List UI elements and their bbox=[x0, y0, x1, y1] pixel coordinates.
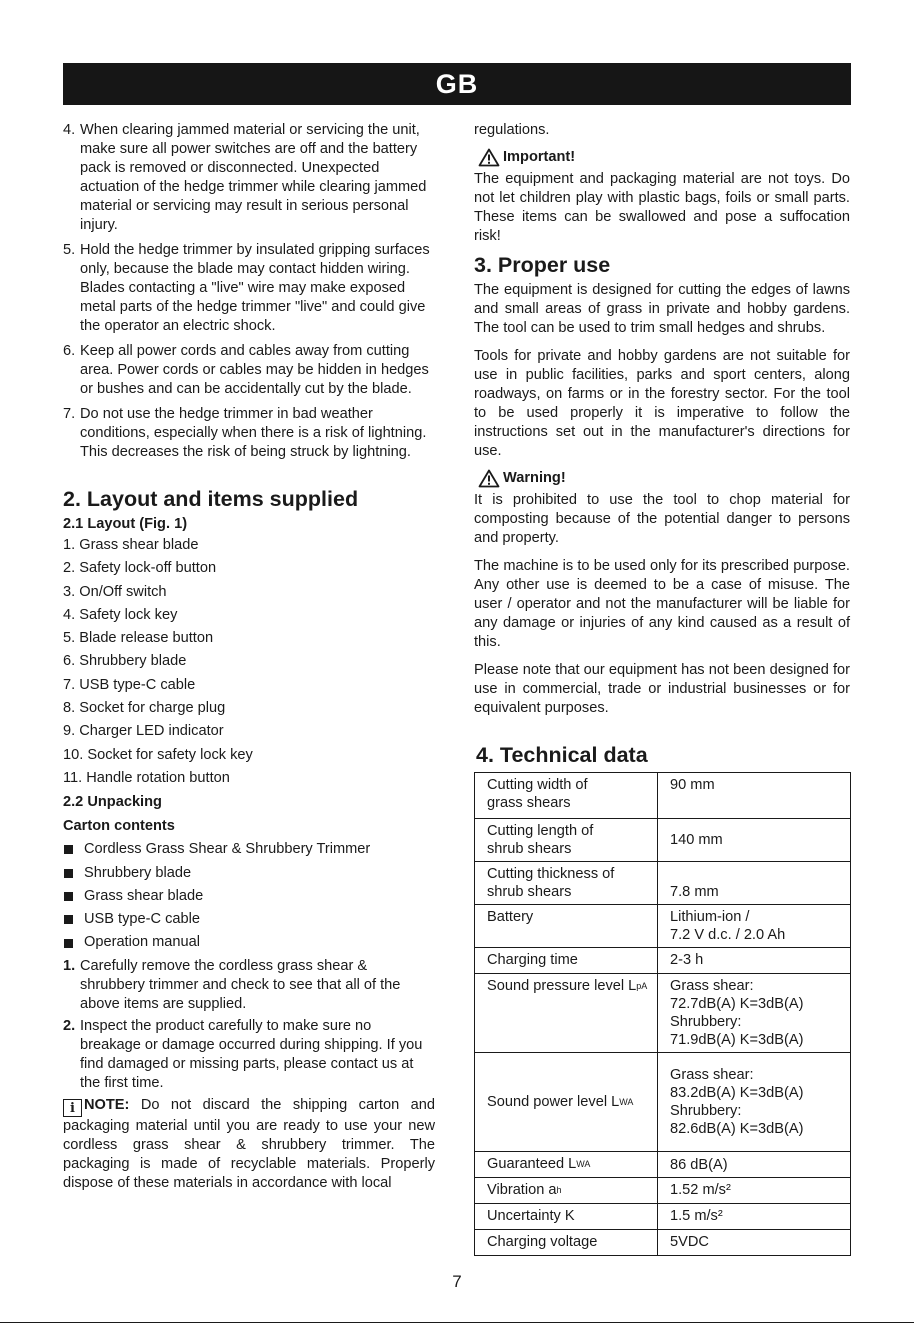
safety-list bbox=[63, 121, 435, 462]
left-column bbox=[63, 121, 435, 1199]
language-header bbox=[63, 63, 851, 105]
safety-item bbox=[63, 121, 435, 235]
section-4-title: 4. Technical data bbox=[476, 743, 648, 767]
spec-value: 1.52 m/s² bbox=[658, 1178, 851, 1204]
section-3-title: 3. Proper use bbox=[474, 253, 611, 277]
spec-label: Cutting width of grass shears bbox=[475, 773, 658, 819]
carton-list bbox=[63, 838, 435, 954]
page-bottom-divider bbox=[0, 1322, 914, 1323]
table-row bbox=[475, 1152, 851, 1178]
item-number: 4. bbox=[63, 122, 76, 138]
spec-label: Charging time bbox=[475, 948, 658, 974]
square-bullet-icon bbox=[64, 845, 73, 854]
spec-label: Cutting length of shrub shears bbox=[475, 819, 658, 862]
spec-label: Guaranteed $L_{WA}$ bbox=[475, 1152, 658, 1178]
table-row bbox=[475, 1053, 851, 1152]
warning-triangle-icon bbox=[478, 148, 500, 167]
note-text: Do not discard the shipping carton and packaging material until you are ready to use your new cordless grass shear & shrubbery trimmer. The packaging is made of recyclable materials. Properly dispose of these materials in accordance with local bbox=[63, 1096, 435, 1191]
spec-label: Vibration $a_h$ bbox=[475, 1178, 658, 1204]
carton-item: Cordless Grass Shear & Shrubbery Trimmer bbox=[63, 838, 435, 861]
layout-item: 6. Shrubbery blade bbox=[63, 653, 187, 670]
table-row bbox=[475, 905, 851, 948]
square-bullet-icon bbox=[64, 939, 73, 948]
important-text: The equipment and packaging material are not toys. Do not let children play with plastic bags, foils or small parts. These items can be swallowed and pose a suffocation risk! bbox=[474, 171, 850, 244]
right-column bbox=[474, 121, 850, 1256]
layout-item: 3. On/Off switch bbox=[63, 583, 167, 600]
unpacking-heading: 2.2 Unpacking bbox=[63, 794, 162, 811]
continuation-text: regulations. bbox=[474, 122, 550, 138]
unpacking-step: 2. Inspect the product carefully to make sure no breakage or damage occurred during shipping. If you find damaged or missing parts, please contact us at the first time. bbox=[63, 1017, 423, 1091]
item-text: Do not use the hedge trimmer in bad weather conditions, especially when there is a risk of lightning. This decreases the risk of being struck by lightning. bbox=[80, 406, 427, 460]
table-row bbox=[475, 862, 851, 905]
spec-label: Uncertainty K bbox=[475, 1204, 658, 1230]
layout-item: 8. Socket for charge plug bbox=[63, 700, 226, 717]
carton-item: Shrubbery blade bbox=[63, 862, 435, 885]
spec-value: Lithium-ion / 7.2 V d.c. / 2.0 Ah bbox=[658, 905, 851, 948]
section-2-title: 2. Layout and items supplied bbox=[63, 487, 359, 511]
item-number: 6. bbox=[63, 343, 76, 359]
spec-label: Sound pressure level $L_{pA}$ bbox=[475, 974, 658, 1053]
spec-value: 1.5 m/s² bbox=[658, 1204, 851, 1230]
warning-heading: Warning! bbox=[478, 467, 850, 489]
proper-use-paragraph: Tools for private and hobby gardens are not suitable for use in public facilities, parks and sport centers, along roadways, on farms or in the forestry sector. For the tool to be used properly it is imperative to follow the instructions set out in the manufacturer's directions for use. bbox=[474, 348, 850, 459]
unpacking-steps bbox=[63, 957, 435, 1093]
language-code: GB bbox=[435, 69, 479, 99]
safety-item bbox=[63, 342, 435, 399]
layout-list bbox=[63, 534, 435, 790]
table-row bbox=[475, 1178, 851, 1204]
spec-value: 140 mm bbox=[658, 819, 851, 862]
note-paragraph bbox=[63, 1096, 435, 1193]
square-bullet-icon bbox=[64, 892, 73, 901]
layout-item: 11. Handle rotation button bbox=[63, 769, 230, 786]
spec-value: 86 dB(A) bbox=[658, 1152, 851, 1178]
spec-value: Grass shear: 72.7dB(A) K=3dB(A) Shrubbery: 71.9dB(A) K=3dB(A) bbox=[658, 974, 851, 1053]
safety-item bbox=[63, 405, 435, 462]
spec-value: 2-3 h bbox=[658, 948, 851, 974]
safety-item bbox=[63, 241, 435, 336]
item-text: Keep all power cords and cables away from cutting area. Power cords or cables may be hidden in hedges or bushes and can be accidentally cut by the blade. bbox=[80, 343, 429, 397]
item-text: When clearing jammed material or servicing the unit, make sure all power switches are off and the battery pack is removed or disconnected. Unexpected actuation of the hedge trimmer while clearing jammed material or servicing may result in serious personal injury. bbox=[80, 122, 427, 233]
layout-item: 10. Socket for safety lock key bbox=[63, 746, 253, 763]
spec-value: 7.8 mm bbox=[658, 862, 851, 905]
table-row bbox=[475, 819, 851, 862]
spec-value: 5VDC bbox=[658, 1230, 851, 1256]
carton-item: Grass shear blade bbox=[63, 885, 435, 908]
square-bullet-icon bbox=[64, 915, 73, 924]
item-number: 7. bbox=[63, 406, 76, 422]
page-number: 7 bbox=[452, 1272, 462, 1291]
item-text: Hold the hedge trimmer by insulated gripping surfaces only, because the blade may contact hidden wiring. Blades contacting a "live" wire may make exposed metal parts of the hedge trimmer "live" and could give the operator an electric shock. bbox=[80, 242, 430, 334]
spec-label: Charging voltage bbox=[475, 1230, 658, 1256]
spec-value: Grass shear: 83.2dB(A) K=3dB(A) Shrubbery: 82.6dB(A) K=3dB(A) bbox=[658, 1053, 851, 1152]
layout-item: 5. Blade release button bbox=[63, 630, 214, 647]
square-bullet-icon bbox=[64, 869, 73, 878]
warning-triangle-icon bbox=[478, 469, 500, 488]
spec-value: 90 mm bbox=[658, 773, 851, 819]
note-label: NOTE: bbox=[84, 1096, 130, 1113]
layout-item: 7. USB type-C cable bbox=[63, 676, 196, 693]
proper-use-paragraph: The equipment is designed for cutting the edges of lawns and small areas of grass in private and hobby gardens. The tool can be used to trim small hedges and shrubs. bbox=[474, 282, 850, 336]
table-row bbox=[475, 1230, 851, 1256]
spec-label: Sound power level $L_{WA}$ bbox=[475, 1053, 658, 1152]
spec-label: Cutting thickness of shrub shears bbox=[475, 862, 658, 905]
table-row bbox=[475, 974, 851, 1053]
layout-heading: 2.1 Layout (Fig. 1) bbox=[63, 516, 188, 532]
carton-heading: Carton contents bbox=[63, 818, 175, 835]
warning-text: It is prohibited to use the tool to chop material for composting because of the potential danger to persons and property. bbox=[474, 492, 850, 546]
info-icon: i bbox=[63, 1099, 82, 1117]
layout-item: 2. Safety lock-off button bbox=[63, 560, 217, 577]
table-row bbox=[475, 948, 851, 974]
unpacking-step: 1. Carefully remove the cordless grass shear & shrubbery trimmer and check to see that all of the above items are supplied. bbox=[63, 957, 401, 1012]
technical-data-table bbox=[474, 772, 851, 1256]
table-row bbox=[475, 1204, 851, 1230]
proper-use-paragraph: The machine is to be used only for its prescribed purpose. Any other use is deemed to be a case of misuse. The user / operator and not the manufacturer will be liable for any damage or injuries of any kind caused as a result of this. bbox=[474, 558, 850, 650]
item-number: 5. bbox=[63, 242, 76, 258]
carton-item: Operation manual bbox=[63, 931, 435, 954]
proper-use-paragraph: Please note that our equipment has not been designed for use in commercial, trade or industrial businesses or for equivalent purposes. bbox=[474, 662, 850, 716]
layout-item: 9. Charger LED indicator bbox=[63, 723, 224, 740]
layout-item: 4. Safety lock key bbox=[63, 606, 178, 623]
table-row bbox=[475, 773, 851, 819]
spec-label: Battery bbox=[475, 905, 658, 948]
carton-item: USB type-C cable bbox=[63, 908, 435, 931]
layout-item: 1. Grass shear blade bbox=[63, 537, 199, 553]
important-heading: Important! bbox=[478, 146, 850, 168]
